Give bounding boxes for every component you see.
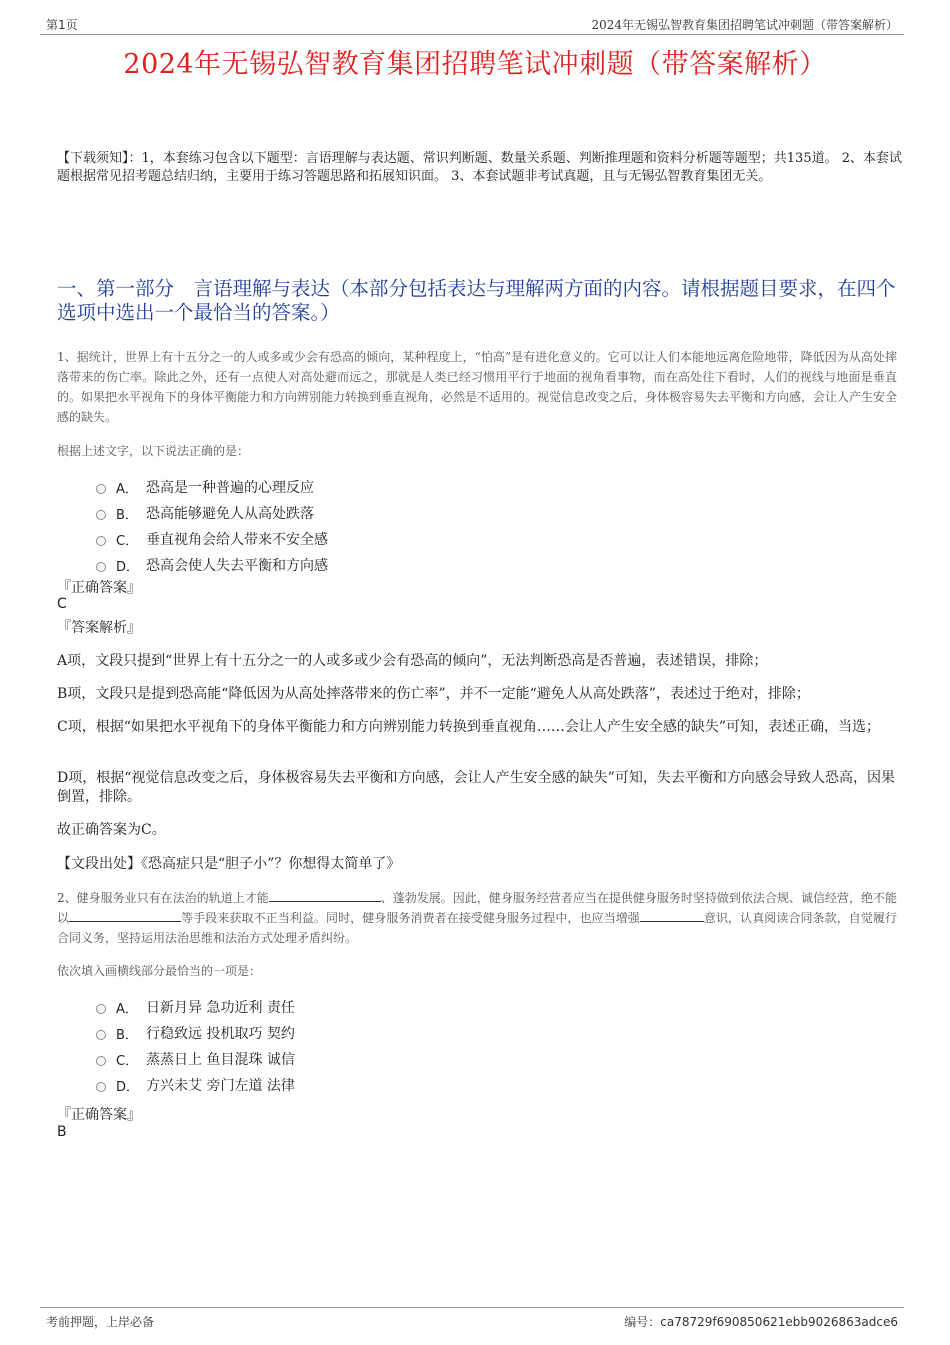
radio-icon[interactable] [96,1030,106,1040]
fill-blank-1 [269,889,381,902]
question-2-prompt: 依次填入画横线部分最恰当的一项是： [57,964,262,978]
footer-doc-id: 编号：ca78729f690850621ebb9026863adce6 [624,1315,898,1329]
document-title: 2024年无锡弘智教育集团招聘笔试冲刺题（带答案解析） [123,49,827,80]
analysis-item-c: C项，根据“如果把水平视角下的身体平衡能力和方向辨别能力转换到垂直视角……会让人产生安全感的缺失”可知，表述正确，当选； [57,719,881,735]
question-2-text-part: 2、健身服务业只有在法治的轨道上才能 [57,891,269,905]
question-2-option-d[interactable] [96,1072,696,1098]
option-letter: B． [116,507,138,523]
question-1-text: 1、据统计，世界上有十五分之一的人或多或少会有恐高的倾向，某种程度上，“怕高”是有进化意义的。它可以让人们本能地远离危险地带，降低因为从高处摔落带来的伤亡率。除此之外，还有一点使人对高处避而远之，那就是人类已经习惯用平行于地面的视角看事物，而在高处往下看时，人们的视线与地面是垂直的。如果把水平视角下的身体平衡能力和方向辨别能力转换到垂直视角，必然是不适用的。视觉信息改变之后，身体极容易失去平衡和方向感，会让人产生安全感的缺失。 [57,350,898,424]
radio-icon[interactable] [96,510,106,520]
question-2-text [57,888,897,948]
question-2-option-b[interactable] [96,1020,696,1046]
page-header [40,14,904,35]
question-2-answer-label: 『正确答案』 [57,1107,141,1123]
option-text: 行稳致远 投机取巧 契约 [146,1026,295,1042]
section-title: 一、第一部分 言语理解与表达（本部分包括表达与理解两方面的内容。请根据题目要求，在四个选项中选出一个最恰当的答案。） [57,277,896,324]
analysis-source: 【文段出处】《恐高症只是“胆子小”？你想得太简单了》 [57,856,401,872]
option-letter: A． [116,1001,138,1017]
question-1-options [96,474,696,578]
question-1-option-a[interactable] [96,474,696,500]
option-text: 蒸蒸日上 鱼目混珠 诚信 [146,1052,295,1068]
question-1-answer-label: 『正确答案』 [57,580,141,596]
option-letter: C． [116,1053,139,1069]
radio-icon[interactable] [96,536,106,546]
question-2-text-part: 等手段来获取不正当利益。同时，健身服务消费者在接受健身服务过程中，也应当增强 [181,911,640,925]
fill-blank-2 [69,909,181,922]
option-letter: C． [116,533,139,549]
fill-blank-3 [640,909,704,922]
page-number: 第1页 [46,18,78,32]
question-1-option-b[interactable] [96,500,696,526]
question-1-option-d[interactable] [96,552,696,578]
download-notice: 【下载须知】：1，本套练习包含以下题型：言语理解与表达题、常识判断题、数量关系题、判断推理题和资料分析题等题型；共135道。 2、本套试题根据常见招考题总结归纳，主要用于练习答题思路和拓展知识面。 3、本套试题非考试真题，且与无锡弘智教育集团无关。 [57,151,902,184]
footer-slogan: 考前押题，上岸必备 [46,1315,155,1329]
option-text: 垂直视角会给人带来不安全感 [146,532,328,548]
analysis-item-a: A项，文段只提到“世界上有十五分之一的人或多或少会有恐高的倾向”，无法判断恐高是否普遍，表述错误，排除； [57,653,768,669]
page-footer [40,1307,904,1330]
question-2-option-a[interactable] [96,994,696,1020]
option-text: 方兴未艾 旁门左道 法律 [146,1078,295,1094]
analysis-item-d: D项，根据“视觉信息改变之后，身体极容易失去平衡和方向感，会让人产生安全感的缺失”可知，失去平衡和方向感会导致人恐高，因果倒置，排除。 [57,770,895,805]
radio-icon[interactable] [96,562,106,572]
question-2-text-part: 、蓬勃发展。因此，健身服务经营者应当在提供健身服务时坚持做到依法合规、诚信经营，绝不能以 [57,891,897,925]
option-text: 恐高会使人失去平衡和方向感 [146,558,328,574]
radio-icon[interactable] [96,1004,106,1014]
question-1-analysis-label: 『答案解析』 [57,620,141,636]
question-1-prompt: 根据上述文字，以下说法正确的是： [57,444,250,458]
radio-icon[interactable] [96,1082,106,1092]
question-1-answer: C [57,596,67,612]
option-letter: B． [116,1027,138,1043]
question-2-text-part: 意识，认真阅读合同条款，自觉履行合同义务，坚持运用法治思维和法治方式处理矛盾纠纷。 [57,911,897,945]
option-text: 恐高是一种普遍的心理反应 [146,480,314,496]
header-doc-title: 2024年无锡弘智教育集团招聘笔试冲刺题（带答案解析） [591,18,898,32]
question-1-option-c[interactable] [96,526,696,552]
question-2-option-c[interactable] [96,1046,696,1072]
analysis-item-b: B项，文段只是提到恐高能“降低因为从高处摔落带来的伤亡率”，并不一定能“避免人从高处跌落”，表述过于绝对，排除； [57,686,810,702]
option-letter: D． [116,1079,140,1095]
question-2-options [96,994,696,1098]
option-letter: A． [116,481,138,497]
radio-icon[interactable] [96,484,106,494]
option-text: 日新月异 急功近利 责任 [146,1000,295,1016]
option-letter: D． [116,559,140,575]
option-text: 恐高能够避免人从高处跌落 [146,506,314,522]
analysis-conclusion: 故正确答案为C。 [57,822,166,838]
radio-icon[interactable] [96,1056,106,1066]
question-2-answer: B [57,1124,67,1140]
